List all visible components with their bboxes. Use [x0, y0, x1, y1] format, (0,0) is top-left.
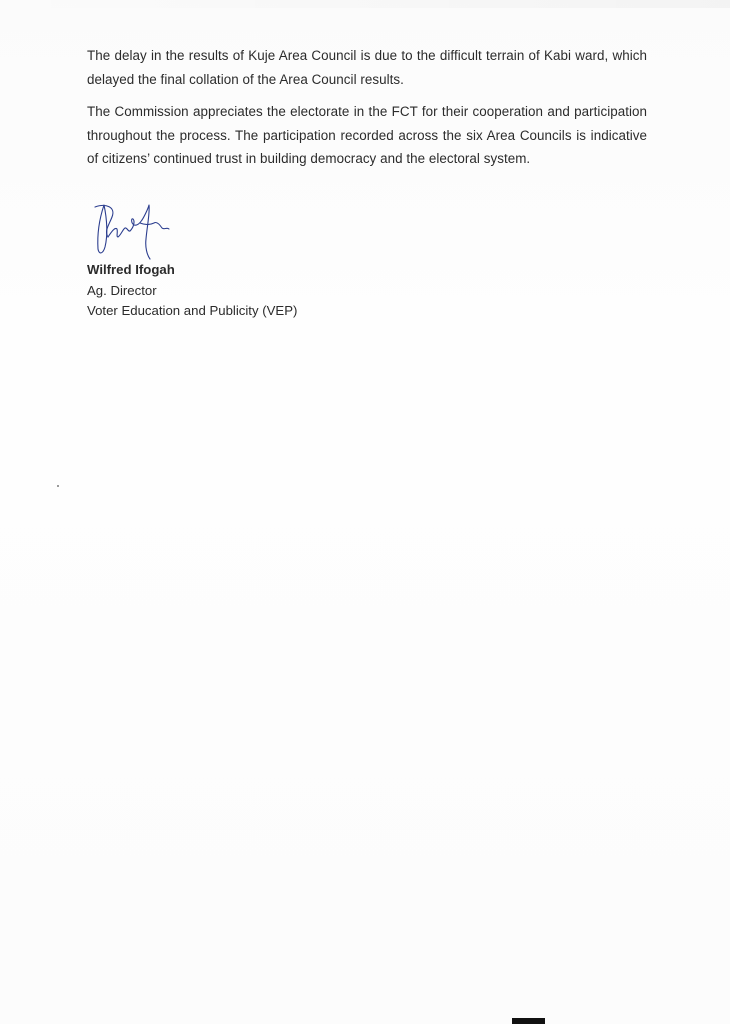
scan-speck — [57, 485, 59, 487]
handwritten-signature — [90, 199, 180, 263]
signatory-department: Voter Education and Publicity (VEP) — [87, 303, 298, 318]
paragraph-delay-notice: The delay in the results of Kuje Area Council is due to the difficult terrain of Kabi ward, which delayed the final collation of the Area Council results. — [87, 48, 647, 87]
bottom-edge-mark — [512, 1018, 545, 1024]
paragraph-appreciation: The Commission appreciates the electorate in the FCT for their cooperation and participation throughout the process. The participation recorded across the six Area Councils is indicative of citizens’ continued trust in building democracy and the electoral system. — [87, 104, 647, 166]
body-text — [87, 44, 647, 171]
scan-edge-shadow — [0, 0, 730, 8]
signatory-name: Wilfred Ifogah — [87, 262, 175, 277]
signatory-title: Ag. Director — [87, 282, 157, 298]
signatory-block — [87, 260, 407, 322]
